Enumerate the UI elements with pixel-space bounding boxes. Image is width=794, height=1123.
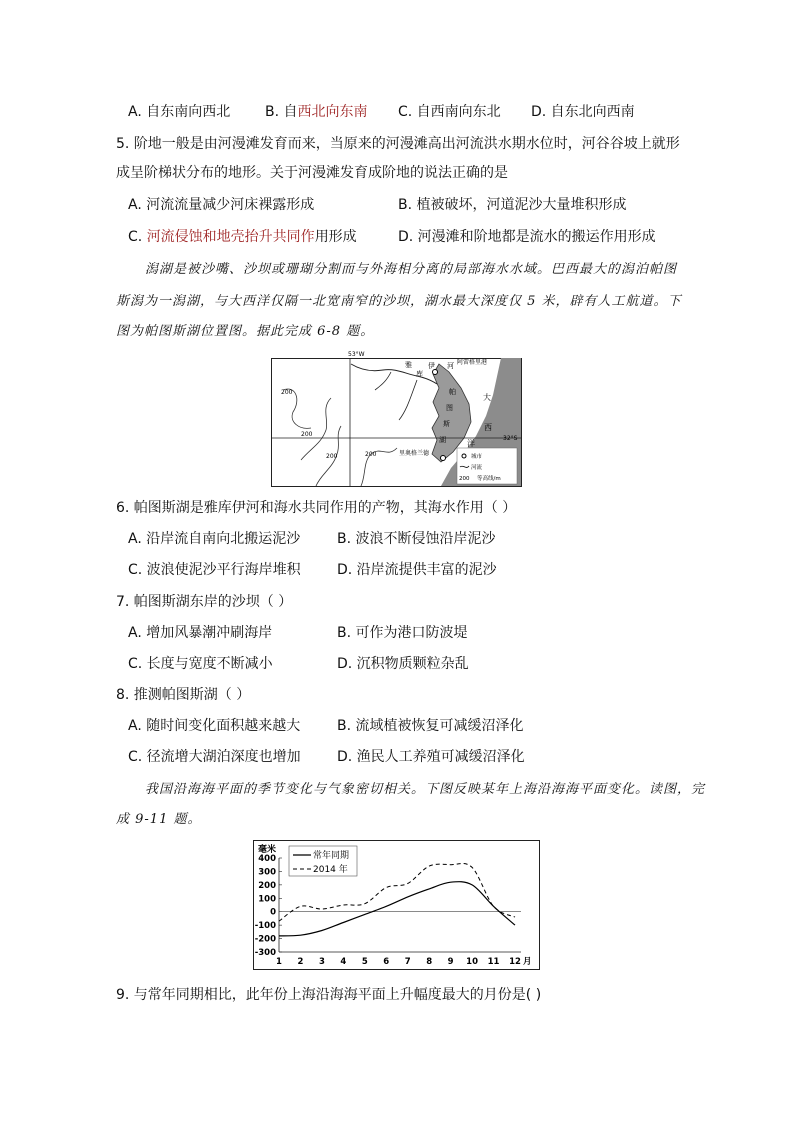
y-tick-label: -300 (254, 948, 276, 958)
y-tick-label: -100 (254, 921, 276, 932)
y-tick-label: 200 (258, 880, 276, 891)
legend-series-2014: 2014 年 (313, 865, 348, 875)
q5-stem-line2: 成呈阶梯状分布的地形。关于河漫滩发育成阶地的说法正确的是 (116, 165, 508, 181)
x-axis-unit: 月 (523, 957, 532, 967)
q8-stem: 8. 推测帕图斯湖（ ） (116, 687, 251, 703)
q8-option-a: A. 随时间变化面积越来越大 (128, 718, 301, 734)
ocean-char: 大 (483, 393, 491, 402)
q9-stem: 9. 与常年同期相比，此年份上海沿海海平面上升幅度最大的月份是( ) (116, 987, 542, 1003)
x-tick-label: 3 (318, 957, 325, 967)
intro2-line1: 我国沿海海平面的季节变化与气象密切相关。下图反映某年上海沿海海平面变化。读图，完 (145, 782, 706, 797)
lake-char: 帕 (449, 388, 456, 396)
river-char: 库 (416, 370, 423, 378)
q6-option-a: A. 沿岸流自南向北搬运泥沙 (128, 531, 301, 547)
x-tick-label: 1 (276, 957, 282, 967)
q4-option-b-prefix: B. 自 (265, 104, 298, 120)
q6-stem: 6. 帕图斯湖是雅库伊河和海水共同作用的产物，其海水作用（ ） (116, 500, 517, 516)
intro2-line2: 成 9-11 题。 (116, 812, 202, 827)
q7-option-d: D. 沉积物质颗粒杂乱 (337, 656, 469, 672)
x-tick-label: 6 (383, 957, 390, 967)
river-char: 河 (447, 362, 454, 370)
ocean-char: 西 (484, 423, 492, 432)
river-char: 伊 (428, 362, 435, 370)
legend-city-label: 城市 (471, 454, 483, 460)
intro1-line1: 潟湖是被沙嘴、沙坝或珊瑚分割而与外海相分离的局部海水水域。巴西最大的潟泊帕图 (145, 262, 678, 277)
q5-option-b: B. 植被破坏，河道泥沙大量堆积形成 (398, 197, 627, 213)
q6-option-c: C. 波浪使泥沙平行海岸堆积 (128, 562, 301, 578)
city-porto-alegre-label: 阿雷格里港 (457, 359, 488, 366)
q6-option-b: B. 波浪不断侵蚀沿岸泥沙 (337, 531, 496, 547)
contour-label: 200 (326, 453, 338, 460)
contour-label: 200 (365, 451, 377, 458)
legend-contour-label: 等高线/m (477, 476, 501, 482)
city-rio-grande-label: 里奥格兰德 (399, 450, 430, 457)
q5-option-c (128, 227, 357, 247)
y-tick-label: 0 (270, 907, 276, 918)
q5-option-c-suffix: 用形成 (314, 229, 357, 245)
q5-option-c-highlight: 河流侵蚀和地壳抬升共同作 (146, 229, 315, 245)
q4-option-b-highlight: 西北向东南 (297, 104, 368, 120)
chart-ylabel: 毫米 (258, 845, 277, 855)
q8-option-d: D. 渔民人工养殖可减缓沼泽化 (337, 749, 525, 765)
x-tick-label: 10 (466, 957, 479, 967)
x-tick-label: 11 (487, 957, 500, 967)
x-tick-label: 8 (426, 957, 433, 967)
legend-river-label: 河流 (471, 465, 483, 471)
lake-char: 图 (446, 404, 453, 412)
y-tick-label: 100 (258, 894, 276, 905)
q7-option-c: C. 长度与宽度不断减小 (128, 656, 273, 672)
y-tick-label: 300 (258, 867, 276, 878)
legend-series-normal: 常年同期 (313, 851, 350, 861)
contour-label: 200 (281, 389, 293, 396)
legend-city-icon (462, 454, 466, 458)
lake-char: 湖 (439, 436, 446, 444)
sea-level-chart (253, 840, 540, 970)
q5-stem-line1: 5. 阶地一般是由河漫滩发育而来，当原来的河漫滩高出河流洪水期水位时，河谷谷坡上就形 (116, 136, 680, 152)
ocean-char: 洋 (467, 439, 475, 448)
legend-contour-value: 200 (459, 476, 470, 482)
intro1-line3: 图为帕图斯湖位置图。据此完成 6-8 题。 (116, 324, 375, 339)
q4-option-b (265, 102, 368, 122)
q7-option-a: A. 增加风暴潮冲刷海岸 (128, 625, 273, 641)
x-tick-label: 4 (340, 957, 347, 967)
q8-option-c: C. 径流增大湖泊深度也增加 (128, 749, 301, 765)
x-tick-label: 7 (404, 957, 411, 967)
river-char: 雅 (405, 361, 412, 369)
patos-lagoon-map (271, 350, 522, 487)
q7-stem: 7. 帕图斯湖东岸的沙坝（ ） (116, 594, 293, 610)
q5-option-c-prefix: C. (128, 229, 147, 245)
lon-label: 53°W (348, 351, 365, 358)
q5-option-a: A. 河流流量减少河床裸露形成 (128, 197, 315, 213)
q8-option-b: B. 流域植被恢复可减缓沼泽化 (337, 718, 524, 734)
q6-option-d: D. 沿岸流提供丰富的泥沙 (337, 562, 497, 578)
lake-char: 斯 (443, 420, 450, 428)
x-tick-label: 9 (447, 957, 454, 967)
lat-label: 32°S (503, 435, 518, 442)
city-porto-alegre-marker (433, 370, 438, 375)
city-rio-grande-marker (441, 456, 446, 461)
x-tick-label: 2 (297, 957, 304, 967)
q4-option-c: C. 自西南向东北 (398, 104, 501, 120)
y-tick-label: -200 (254, 934, 276, 945)
q4-option-a: A. 自东南向西北 (128, 104, 231, 120)
x-tick-label: 5 (361, 957, 368, 967)
intro1-line2: 斯潟为一潟湖，与大西洋仅隔一北宽南窄的沙坝，湖水最大深度仅 5 米，辟有人工航道。下 (116, 294, 682, 309)
y-tick-label: 400 (258, 854, 276, 864)
q4-option-d: D. 自东北向西南 (531, 104, 635, 120)
x-tick-label: 12 (509, 957, 521, 967)
q5-option-d: D. 河漫滩和阶地都是流水的搬运作用形成 (398, 229, 656, 245)
chart-legend (289, 846, 357, 876)
contour-label: 200 (301, 431, 313, 438)
q7-option-b: B. 可作为港口防波堤 (337, 625, 468, 641)
